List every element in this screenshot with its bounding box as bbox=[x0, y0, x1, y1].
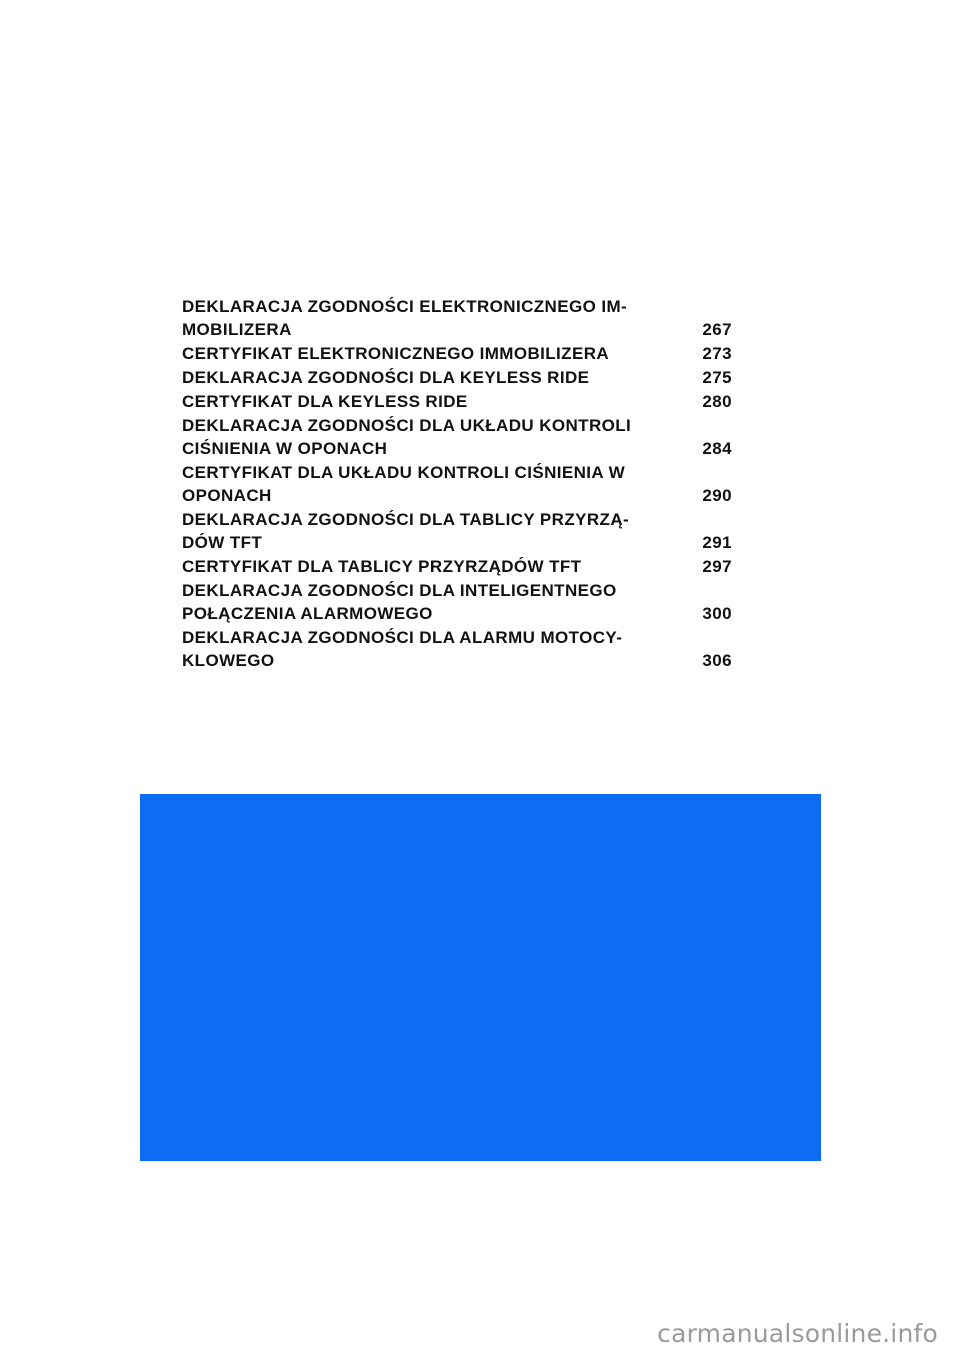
toc-entry-page: 273 bbox=[702, 344, 732, 363]
toc-entry[interactable] bbox=[182, 295, 732, 341]
toc-entry-title: CERTYFIKAT DLA TABLICY PRZYRZĄDÓW TFT bbox=[182, 557, 582, 576]
toc-entry-page: 290 bbox=[702, 486, 732, 505]
toc-entry-page: 284 bbox=[702, 439, 732, 458]
blue-cover-panel bbox=[140, 794, 821, 1161]
toc-entry[interactable] bbox=[182, 579, 732, 625]
toc-entry[interactable] bbox=[182, 390, 732, 413]
toc-entry-title: DEKLARACJA ZGODNOŚCI DLA KEYLESS RIDE bbox=[182, 368, 590, 387]
toc-entry-title: POŁĄCZENIA ALARMOWEGO bbox=[182, 604, 433, 623]
toc-entry-title: CIŚNIENIA W OPONACH bbox=[182, 439, 388, 458]
toc-entry-title: KLOWEGO bbox=[182, 651, 275, 670]
toc-entry-page: 267 bbox=[702, 320, 732, 339]
toc-entry-title: CERTYFIKAT DLA UKŁADU KONTROLI CIŚNIENIA W bbox=[182, 463, 626, 482]
watermark-text: carmanualsonline.info bbox=[657, 1319, 938, 1348]
toc-entry-title: DÓW TFT bbox=[182, 533, 263, 552]
toc-entry-title: DEKLARACJA ZGODNOŚCI DLA ALARMU MOTOCY- bbox=[182, 628, 623, 647]
toc-entry-title: DEKLARACJA ZGODNOŚCI ELEKTRONICZNEGO IM- bbox=[182, 297, 628, 316]
toc-entry-page: 280 bbox=[702, 392, 732, 411]
toc-entry[interactable] bbox=[182, 508, 732, 554]
toc-entry[interactable] bbox=[182, 342, 732, 365]
toc-entry[interactable] bbox=[182, 626, 732, 672]
toc-entry-title: OPONACH bbox=[182, 486, 272, 505]
toc-entry-page: 306 bbox=[702, 651, 732, 670]
toc-entry-page: 297 bbox=[702, 557, 732, 576]
toc-entry-page: 275 bbox=[702, 368, 732, 387]
toc-entry-page: 300 bbox=[702, 604, 732, 623]
toc-entry-title: CERTYFIKAT DLA KEYLESS RIDE bbox=[182, 392, 468, 411]
toc-entry[interactable] bbox=[182, 555, 732, 578]
toc-entry-title: DEKLARACJA ZGODNOŚCI DLA TABLICY PRZYRZĄ- bbox=[182, 510, 630, 529]
toc-entry-page: 291 bbox=[702, 533, 732, 552]
toc-entry-title: MOBILIZERA bbox=[182, 320, 292, 339]
toc-entry[interactable] bbox=[182, 461, 732, 507]
toc-entry[interactable] bbox=[182, 414, 732, 460]
toc-entry-title: DEKLARACJA ZGODNOŚCI DLA INTELIGENTNEGO bbox=[182, 581, 617, 600]
toc-entry-title: DEKLARACJA ZGODNOŚCI DLA UKŁADU KONTROLI bbox=[182, 416, 632, 435]
table-of-contents bbox=[182, 295, 732, 673]
toc-entry[interactable] bbox=[182, 366, 732, 389]
toc-entry-title: CERTYFIKAT ELEKTRONICZNEGO IMMOBILIZERA bbox=[182, 344, 610, 363]
